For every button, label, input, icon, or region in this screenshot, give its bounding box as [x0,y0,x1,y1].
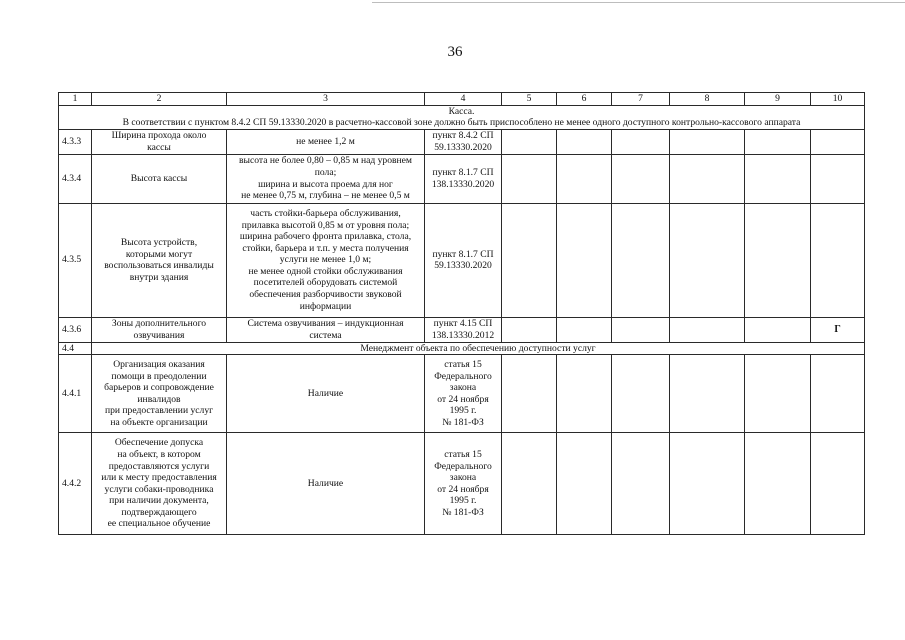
empty-cell [502,129,557,154]
empty-cell [557,317,612,342]
row-norm: пункт 8.1.7 СП 59.13330.2020 [425,203,502,317]
empty-cell [811,433,865,535]
empty-cell [557,355,612,433]
empty-cell [502,433,557,535]
empty-cell [745,203,811,317]
row-name: Организация оказания помощи в преодолении барьеров и сопровождение инвалидов при предоставлении услуг на объекте организации [92,355,227,433]
row-requirement: не менее 1,2 м [227,129,425,154]
empty-cell [670,154,745,203]
table-row [59,317,865,342]
column-header: 4 [425,93,502,106]
row-requirement: высота не более 0,80 – 0,85 м над уровнем пола; ширина и высота проема для ног не менее 0,75 м, глубина – не менее 0,5 м [227,154,425,203]
row-number: 4.4.2 [59,433,92,535]
column-header: 8 [670,93,745,106]
empty-cell [745,433,811,535]
empty-cell [670,129,745,154]
empty-cell [612,154,670,203]
empty-cell [502,317,557,342]
empty-cell [612,317,670,342]
empty-cell [745,129,811,154]
section-header-cell [59,105,865,129]
empty-cell [557,154,612,203]
section-title: Менеджмент объекта по обеспечению доступности услуг [92,342,865,355]
empty-cell [502,355,557,433]
row-requirement: часть стойки-барьера обслуживания, прилавка высотой 0,85 м от уровня пола; ширина рабочего фронта прилавка, стола, стойки, барьера и т.п. у места получения услуги не менее 1,0 м; не менее одной стойки обслуживания посетителей оборудовать системой обеспечения разборчивости звуковой информации [227,203,425,317]
column-header: 3 [227,93,425,106]
row-requirement: Наличие [227,433,425,535]
row-norm: пункт 4.15 СП 138.13330.2012 [425,317,502,342]
empty-cell [612,129,670,154]
column-header: 5 [502,93,557,106]
row-norm: пункт 8.4.2 СП 59.13330.2020 [425,129,502,154]
requirements-table [58,92,865,535]
column-header: 2 [92,93,227,106]
row-name: Ширина прохода около кассы [92,129,227,154]
table-row [59,154,865,203]
column-header: 6 [557,93,612,106]
empty-cell [502,154,557,203]
row-norm: статья 15 Федерального закона от 24 ноября 1995 г. № 181-ФЗ [425,433,502,535]
empty-cell [811,355,865,433]
empty-cell [670,433,745,535]
empty-cell [612,433,670,535]
row-requirement: Наличие [227,355,425,433]
empty-cell [557,203,612,317]
empty-cell [670,355,745,433]
empty-cell [612,203,670,317]
row-number: 4.4.1 [59,355,92,433]
row-number: 4.3.5 [59,203,92,317]
section-description: В соответствии с пунктом 8.4.2 СП 59.13330.2020 в расчетно-кассовой зоне должно быть приспособлено не менее одного доступного контрольно-кассового аппарата [122,117,801,129]
page-top-rule [372,2,905,3]
column-header: 1 [59,93,92,106]
table-header-row [59,93,865,106]
section-number: 4.4 [59,342,92,355]
empty-cell [670,317,745,342]
row-name: Высота устройств, которыми могут воспользоваться инвалиды внутри здания [92,203,227,317]
row-norm: пункт 8.1.7 СП 138.13330.2020 [425,154,502,203]
empty-cell [557,433,612,535]
empty-cell [670,203,745,317]
table-row [59,355,865,433]
table-row [59,433,865,535]
column-header: 10 [811,93,865,106]
row-mark [811,129,865,154]
empty-cell [745,154,811,203]
row-number: 4.3.3 [59,129,92,154]
empty-cell [502,203,557,317]
section-header-row [59,105,865,129]
table-row [59,203,865,317]
row-name: Зоны дополнительного озвучивания [92,317,227,342]
column-header: 9 [745,93,811,106]
row-number: 4.3.6 [59,317,92,342]
section-title: Касса. [448,105,475,117]
empty-cell [557,129,612,154]
table-row [59,129,865,154]
row-norm: статья 15 Федерального закона от 24 ноября 1995 г. № 181-ФЗ [425,355,502,433]
column-header: 7 [612,93,670,106]
row-requirement: Система озвучивания – индукционная система [227,317,425,342]
row-mark: Г [811,317,865,342]
section-header-row [59,342,865,355]
empty-cell [745,355,811,433]
row-name: Высота кассы [92,154,227,203]
row-number: 4.3.4 [59,154,92,203]
row-name: Обеспечение допуска на объект, в котором предоставляются услуги или к месту предоставления услуги собаки-проводника при наличии документа, подтверждающего ее специальное обучение [92,433,227,535]
empty-cell [745,317,811,342]
page-number: 36 [447,44,463,60]
row-mark [811,203,865,317]
empty-cell [612,355,670,433]
row-mark [811,154,865,203]
